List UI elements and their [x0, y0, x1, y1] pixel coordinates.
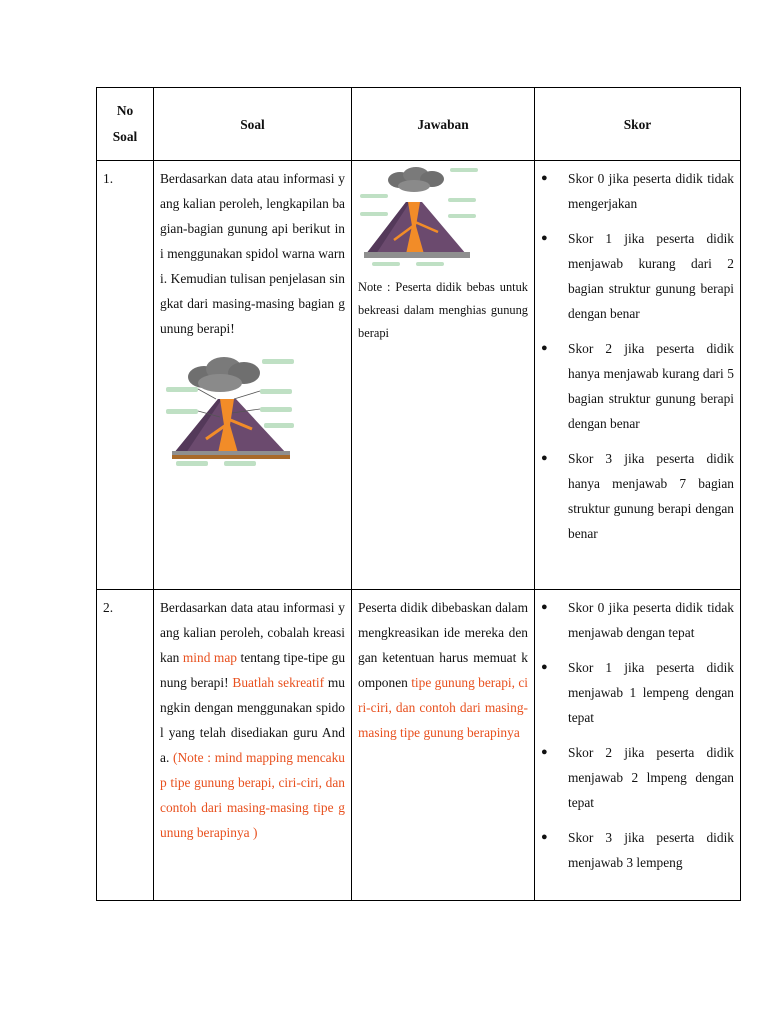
header-jawaban: Jawaban — [352, 88, 535, 161]
row-number: 1. — [97, 161, 154, 590]
header-soal: Soal — [154, 88, 352, 161]
question-highlight-creative: Buatlah sekreatif — [232, 675, 325, 690]
answer-note: Note : Peserta didik bebas untuk bekreasi dalam menghias gunung berapi — [358, 280, 528, 340]
answer-highlight: tipe gunung berapi, ciri-ciri, dan contoh dari masing-masing tipe gunung berapinya — [358, 675, 529, 740]
score-list — [541, 595, 734, 875]
question-cell — [154, 161, 352, 590]
answer-cell — [352, 161, 535, 590]
volcano-diagram-blank-icon — [164, 355, 304, 467]
header-skor: Skor — [535, 88, 741, 161]
table-header-row — [97, 88, 741, 161]
score-item: ● Skor 3 jika peserta didik hanya menjawab 7 bagian struktur gunung berapi dengan benar — [541, 446, 734, 546]
volcano-diagram-labeled-icon — [358, 166, 508, 270]
answer-text — [358, 595, 528, 745]
score-list — [541, 166, 734, 546]
table-row — [97, 590, 741, 901]
score-item: ● Skor 1 jika peserta didik menjawab kurang dari 2 bagian struktur gunung berapi dengan benar — [541, 226, 734, 326]
question-note: (Note : mind mapping mencakup tipe gunung berapi, ciri-ciri, dan contoh dari masing-masing tipe gunung berapinya ) — [160, 750, 345, 840]
question-text-part: Berdasarkan data atau informasi yang kalian peroleh, cobalah kreasikan — [160, 600, 345, 665]
score-cell — [535, 161, 741, 590]
question-text-part: tentang tipe-tipe gunung berapi! — [160, 650, 346, 690]
score-item: ● Skor 2 jika peserta didik menjawab 2 lmpeng dengan tepat — [541, 740, 734, 815]
question-cell — [154, 590, 352, 901]
scoring-rubric-table — [96, 87, 741, 901]
question-highlight-mind-map: mind map — [182, 650, 237, 665]
score-item: ● Skor 0 jika peserta didik tidak menjawab dengan tepat — [541, 595, 734, 645]
question-text-part: mungkin dengan menggunakan spidol yang telah disediakan guru Anda. — [160, 675, 345, 765]
header-no-soal: No Soal — [97, 88, 154, 161]
score-item: ● Skor 3 jika peserta didik menjawab 3 lempeng — [541, 825, 734, 875]
answer-cell — [352, 590, 535, 901]
score-item: ● Skor 0 jika peserta didik tidak mengerjakan — [541, 166, 734, 216]
score-cell — [535, 590, 741, 901]
score-item: ● Skor 1 jika peserta didik menjawab 1 lempeng dengan tepat — [541, 655, 734, 730]
question-text — [160, 595, 345, 845]
answer-text-part: Peserta didik dibebaskan dalam mengkreasikan ide mereka dengan ketentuan harus memuat komponen — [358, 600, 528, 690]
question-text: Berdasarkan data atau informasi yang kalian peroleh, lengkapilan bagian-bagian gunung api berikut ini menggunakan spidol warna warni. Kemudian tulisan penjelasan singkat dari masing-masing bagian gunung berapi! — [160, 171, 345, 336]
table-row — [97, 161, 741, 590]
row-number: 2. — [97, 590, 154, 901]
score-item: ● Skor 2 jika peserta didik hanya menjawab kurang dari 5 bagian struktur gunung berapi dengan benar — [541, 336, 734, 436]
